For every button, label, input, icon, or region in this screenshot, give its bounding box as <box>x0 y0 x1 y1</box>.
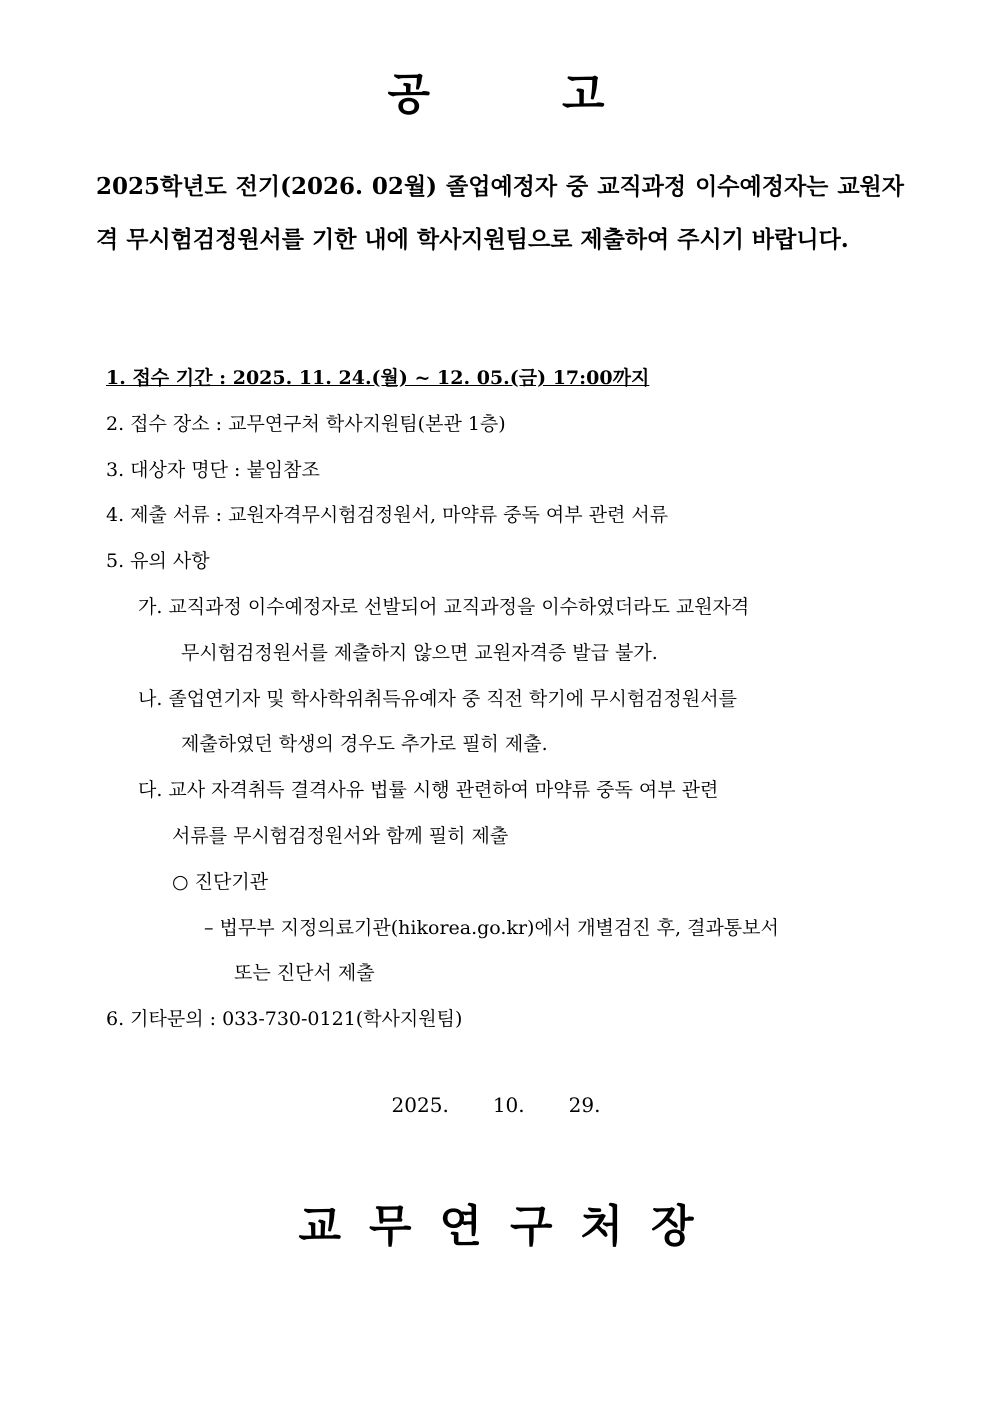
date-month: 10. <box>492 1093 525 1117</box>
note-b-line2: 제출하였던 학생의 경우도 추가로 필히 제출. <box>181 733 548 756</box>
signature-char: 연 <box>439 1201 482 1252</box>
intro-paragraph: 2025학년도 전기(2026. 02월) 졸업예정자 중 교직과정 이수예정자는 교원자격 무시험검정원서를 기한 내에 학사지원팀으로 제출하여 주시기 바랍니다. <box>96 173 904 253</box>
item-documents: 4. 제출 서류 : 교원자격무시험검정원서, 마약류 중독 여부 관련 서류 <box>106 504 669 527</box>
notice-items <box>106 356 906 1043</box>
signature-char: 교 <box>298 1201 341 1252</box>
note-c-line2: 서류를 무시험검정원서와 함께 필히 제출 <box>172 824 509 847</box>
note-b-line1: 나. 졸업연기자 및 학사학위취득유예자 중 직전 학기에 무시험검정원서를 <box>138 687 737 710</box>
title-char: 고 <box>562 69 605 120</box>
item-target-list: 3. 대상자 명단 : 붙임참조 <box>106 458 320 481</box>
note-c-dash-line2: 또는 진단서 제출 <box>234 962 375 985</box>
issuer-signature <box>0 1190 992 1254</box>
title-char: 공 <box>387 69 430 120</box>
signature-char: 장 <box>651 1201 694 1252</box>
item-period: 1. 접수 기간 : 2025. 11. 24.(월) ~ 12. 05.(금) 17:00까지 <box>106 367 650 389</box>
note-a-line2: 무시험검정원서를 제출하지 않으면 교원자격증 발급 불가. <box>181 641 658 664</box>
date-year: 2025. <box>391 1093 449 1117</box>
item-location: 2. 접수 장소 : 교무연구처 학사지원팀(본관 1층) <box>106 412 506 435</box>
notice-date <box>0 1093 992 1117</box>
note-a-line1: 가. 교직과정 이수예정자로 선발되어 교직과정을 이수하였더라도 교원자격 <box>138 595 750 618</box>
signature-char: 무 <box>368 1201 412 1252</box>
note-c-dash-line1: – 법무부 지정의료기관(hikorea.go.kr)에서 개별검진 후, 결과통보서 <box>204 916 779 939</box>
date-day: 29. <box>568 1093 601 1117</box>
page-title <box>0 58 992 122</box>
note-c-line1: 다. 교사 자격취득 결격사유 법률 시행 관련하여 마약류 중독 여부 관련 <box>138 779 719 802</box>
signature-char: 처 <box>580 1201 624 1252</box>
signature-char: 구 <box>510 1201 553 1252</box>
note-c-institution: ○ 진단기관 <box>172 870 269 893</box>
item-notes-heading: 5. 유의 사항 <box>106 550 210 573</box>
item-contact: 6. 기타문의 : 033-730-0121(학사지원팀) <box>106 1008 463 1031</box>
